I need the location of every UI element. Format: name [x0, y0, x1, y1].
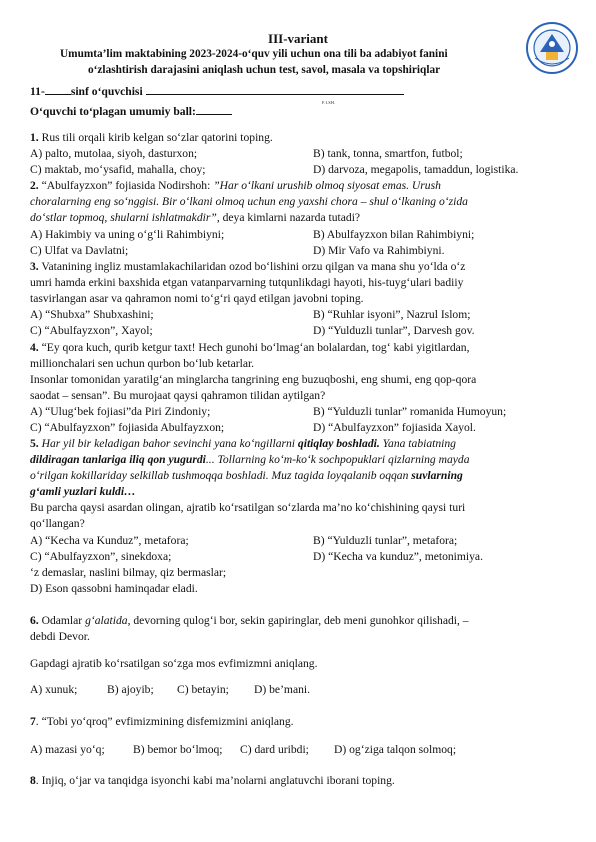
question-5 — [30, 437, 456, 450]
stray-text-line: ‘z demaslar, naslini bilmay, qiz bermaslar; — [30, 566, 227, 579]
question-passage-line — [30, 453, 470, 466]
option-b[interactable]: B) Abulfayzxon bilan Rahimbiyni; — [313, 228, 475, 241]
variant-title: III-variant — [268, 31, 328, 46]
question-6 — [30, 614, 469, 627]
score-field[interactable] — [196, 104, 232, 115]
option-a[interactable]: A) “Kecha va Kunduz”, metafora; — [30, 534, 189, 547]
option-c[interactable]: C) “Abulfayzxon”, sinekdoxa; — [30, 550, 172, 563]
question-text-line: debdi Devor. — [30, 630, 90, 643]
option-row — [30, 147, 463, 160]
question-3 — [30, 260, 465, 273]
option-d[interactable]: D) “Abulfayzxon” fojiasida Xayol. — [313, 421, 476, 434]
class-number-field[interactable] — [45, 84, 71, 95]
question-quote: ”Har o‘lkani urushib olmoq siyosat emas. Urush — [213, 179, 441, 192]
question-text: Odamlar — [38, 614, 86, 627]
highlighted-word: g‘alatida — [85, 614, 128, 627]
question-text-line: Bu parcha qaysi asardan olingan, ajratib ko‘rsatilgan so‘zlarda ma’no ko‘chishining qaysi turi — [30, 501, 466, 514]
option-d[interactable]: D) Mir Vafo va Rahimbiyni. — [313, 244, 445, 257]
option-a[interactable]: A) mazasi yo‘q; — [30, 743, 105, 756]
class-prefix: 11- — [30, 85, 45, 98]
question-2 — [30, 179, 441, 192]
option-b[interactable]: B) “Yulduzli tunlar”, metafora; — [313, 534, 458, 547]
option-c[interactable]: C) maktab, mo‘ysafid, mahalla, choy; — [30, 163, 206, 176]
highlighted-phrase: dildiragan tanlariga iliq qon yugurdi — [30, 453, 206, 466]
option-c[interactable]: C) dard uribdi; — [240, 743, 309, 756]
option-a[interactable]: A) palto, mutolaa, siyoh, dasturxon; — [30, 147, 198, 160]
education-center-logo — [526, 22, 578, 74]
student-class-line — [30, 84, 404, 98]
question-text: , deya kimlarni nazarda tutadi? — [216, 211, 361, 224]
question-text: Rus tili orqali kirib kelgan so‘zlar qatorini toping. — [38, 131, 273, 144]
question-passage: o‘rilgan kokillariday selkillab tushmoqqa boshladi. Muz tagida loyqalanib oqqan — [30, 469, 412, 482]
option-row — [30, 228, 475, 241]
question-passage-line — [30, 469, 463, 482]
question-passage: Har yil bir keladigan bahor sevinchi yana ko‘ngillarni — [38, 437, 298, 450]
question-text: Vatanining ingliz mustamlakachilaridan ozod bo‘lishini orzu qilgan va mana shu yo‘lda o‘z — [38, 260, 466, 273]
stray-text-line: D) Eson qassobni haminqadar eladi. — [30, 582, 198, 595]
option-row — [30, 308, 471, 321]
question-number: 8 — [30, 774, 36, 787]
question-text-line: umri hamda erkini baxshida etgan vatanparvarning tutqunlikdagi hayoti, his-tuyg‘ulari badiiy — [30, 276, 464, 289]
option-c[interactable]: C) betayin; — [177, 683, 229, 696]
option-d[interactable]: D) darvoza, megapolis, tamaddun, logistika. — [313, 163, 519, 176]
option-c[interactable]: C) “Abulfayzxon” fojiasida Abulfayzxon; — [30, 421, 225, 434]
question-text: “Abulfayzxon” fojiasida Nodirshoh: — [38, 179, 214, 192]
option-b[interactable]: B) tank, tonna, smartfon, futbol; — [313, 147, 463, 160]
question-text: , devorning qulog‘i bor, sekin gapiringlar, deb meni gunohkor qilishadi, – — [127, 614, 469, 627]
highlighted-phrase: suvlarning — [411, 469, 463, 482]
score-line — [30, 104, 232, 118]
option-b[interactable]: B) “Ruhlar isyoni”, Nazrul Islom; — [313, 308, 471, 321]
name-field-note: F.I.SH. — [322, 100, 336, 105]
question-quote: do‘stlar topmoq, shularni ishlatmakdir” — [30, 211, 217, 224]
option-d[interactable]: D) “Kecha va kunduz”, metonimiya. — [313, 550, 483, 563]
question-quote-line — [30, 211, 360, 224]
option-a[interactable]: A) “Ulug‘bek fojiasi”da Piri Zindoniy; — [30, 405, 211, 418]
question-number: 2. — [30, 179, 39, 192]
highlighted-phrase: qitiqlay boshladi. — [297, 437, 380, 450]
option-a[interactable]: A) Hakimbiy va uning o‘g‘li Rahimbiyni; — [30, 228, 225, 241]
option-b[interactable]: B) ajoyib; — [107, 683, 154, 696]
question-text-line: qo‘llangan? — [30, 517, 85, 530]
student-name-field[interactable] — [146, 84, 404, 95]
highlighted-phrase: g‘amli yuzlari kuldi… — [30, 485, 136, 498]
option-row — [30, 324, 475, 337]
question-number: 6. — [30, 614, 39, 627]
option-row — [30, 550, 483, 563]
option-b[interactable]: B) bemor bo‘lmoq; — [133, 743, 223, 756]
question-text-line: tasvirlangan asar va qahramon nomi to‘g‘ri qayd etilgan javobni toping. — [30, 292, 364, 305]
question-passage: ... Tollarning ko‘m-ko‘k sochpopuklari qizlarning mayda — [205, 453, 470, 466]
option-row — [30, 163, 519, 176]
question-text-line: Gapdagi ajratib ko‘rsatilgan so‘zga mos evfimizmni aniqlang. — [30, 657, 318, 670]
question-number: 3. — [30, 260, 39, 273]
question-text-line: saodat – sensan”. Bu murojaat qaysi qahramon tilidan aytilgan? — [30, 389, 326, 402]
option-c[interactable]: C) Ulfat va Davlatni; — [30, 244, 129, 257]
question-1 — [30, 131, 273, 144]
option-d[interactable]: D) be’mani. — [254, 683, 311, 696]
question-text: . “Tobi yo‘qroq” evfimizmining disfemizmini aniqlang. — [35, 715, 294, 728]
class-student-label: sinf o‘quvchisi — [70, 85, 146, 98]
option-row — [30, 534, 458, 547]
option-row — [30, 405, 507, 418]
option-c[interactable]: C) “Abulfayzxon”, Xayol; — [30, 324, 153, 337]
question-number: 4. — [30, 341, 39, 354]
header-subtitle-line2: o‘zlashtirish darajasini aniqlash uchun test, savol, masala va topshiriqlar — [88, 64, 441, 76]
option-row — [30, 244, 445, 257]
score-label: O‘quvchi to‘plagan umumiy ball: — [30, 105, 196, 118]
option-d[interactable]: D) “Yulduzli tunlar”, Darvesh gov. — [313, 324, 475, 337]
question-passage: Yana tabiatning — [379, 437, 456, 450]
question-4 — [30, 341, 469, 354]
header-subtitle-line1: Umumta’lim maktabining 2023-2024-o‘quv yili uchun ona tili ba adabiyot fanini — [60, 48, 448, 60]
question-7 — [30, 715, 294, 728]
question-8 — [30, 774, 395, 787]
option-b[interactable]: B) “Yulduzli tunlar” romanida Humoyun; — [313, 405, 507, 418]
question-quote-line: choralarning eng so‘nggisi. Bir o‘lkani olmoq uchun eng yaxshi chora – shul o‘lkaning o‘zida — [30, 195, 468, 208]
option-d[interactable]: D) og‘ziga talqon solmoq; — [334, 743, 457, 756]
option-a[interactable]: A) xunuk; — [30, 683, 78, 696]
question-number: 7 — [30, 715, 36, 728]
question-number: 5. — [30, 437, 39, 450]
question-text-line: Insonlar tomonidan yaratilg‘an minglarcha tangrining eng buzuqboshi, eng shumi, eng qop-qora — [30, 373, 477, 386]
question-text: . Injiq, o‘jar va tanqidga isyonchi kabi ma’nolarni anglatuvchi iborani toping. — [35, 774, 395, 787]
question-text-line: millionchalari sen uchun qurbon bo‘lub ketarlar. — [30, 357, 255, 370]
option-a[interactable]: A) “Shubxa” Shubxashini; — [30, 308, 154, 321]
question-number: 1. — [30, 131, 39, 144]
option-row — [30, 421, 476, 434]
question-text: “Ey qora kuch, qurib ketgur taxt! Hech gunohi bo‘lmag‘an bolalardan, tog‘ kabi yigitlardan, — [38, 341, 470, 354]
